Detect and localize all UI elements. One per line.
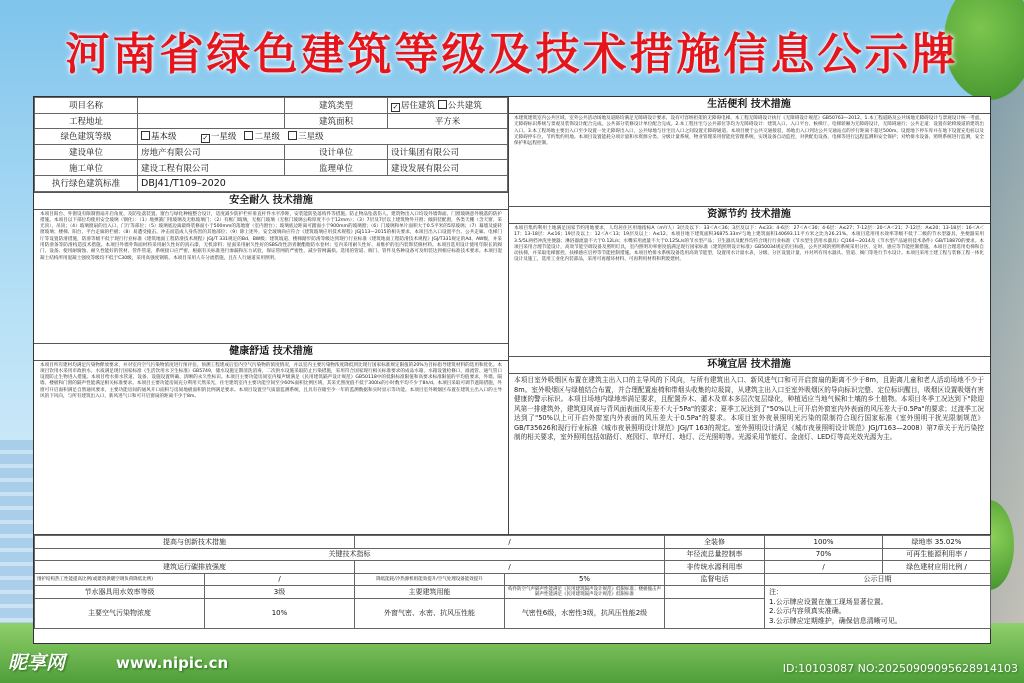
notice-line: 注： — [769, 588, 784, 596]
level-two: 二星级 — [254, 131, 280, 142]
kpi-pair — [883, 536, 991, 549]
kpi-value: / — [355, 536, 665, 549]
background-building — [0, 440, 36, 640]
supervise-label: 监督电话 — [665, 573, 765, 586]
health-heading: 健康舒适 技术措施 — [34, 343, 508, 361]
kpi-value: / — [205, 573, 355, 586]
environment-text: 本项目室外吸烟区布置在建筑主出入口的主导风的下风向，与所有建筑出入口、新风进气口和可开启窗扇的距离不少于8m，且距离儿童和老人活动场地不少于8m。室外吸烟区与绿植结合布置，并合理配置座椅和带烟头收集的垃圾筒，从建筑主出入口至室外吸烟区的导向标识完整、定位标识醒目，吸烟区设置吸烟有害健康的警示标识。本项目场地内绿地率满足要求，且配置乔木、灌木及草本多层次复层绿化，种植适应当地气候和土壤的乡土植物。本项目冬季工况达到下"除迎风第一排建筑外，建筑迎风面与背风面表面风压差不大于5Pa"的要求；夏季工况达到了"50%以上可开启外窗室内外表面的风压差大于0.5Pa"的要求；过渡季工况达到了"50%以上可开启外窗室内外表面的风压差大于0.5Pa"的要求。本项目室外夜景照明光污染的限制符合现行国家标准《室外照明干扰光限制规范》GB/T35626和现行行业标准《城市夜景照明设计规范》JGJ/T 163的规定。室外照明设计满足《城市夜景照明设计规范》JGJ/T163—2008）第7章关于光污染控制的相关要求，室外照明包括如路灯、庭园灯、草坪灯、地灯、泛光照明等。光源采用节能灯、金卤灯、LED灯等高光效光源为主。 — [514, 376, 984, 441]
resource-text: 本项目集约利用土地满足国家节约用地要求，人均居住区用地指标A（m²/人）3层及以下：33＜A＜36；3层及以下：A≤33；4-6层：27＜A＜30；4-6层：A≤27；7-12层：20＜A＜21；7-12层：A≤20；13-18层：16＜A＜17；13-18层：A≤16；19层及以上：12＜A＜13；19层及以上：A≤12。本项目地下建筑面积36875.33m²与地上建筑面积140693.11平方米之比为26.21%。本项目选用用水效率等级不低于二级的节水型器具，坐便器采用3.5/5L两档冲洗坐便器；淋浴器流量不大于0.12L/s；水嘴采用流量不大于0.125L/s的节水型产品；卫生器具及配件均符合现行行业标准《节水型生活用水器具》CJ164—2014及《节水型产品通用技术条件》GB/T18870的要求。本项目采用合理节能设计，高效节能空调设备及照明灯具，室内照明功率密度值满足现行国家标准《建筑照明设计标准》GB50034规定的目标值，公共区域的照明系统采用分区、定时、感应等节能控制措施。本项目合理选用电梯和自动扶梯，并采取电梯群控、扶梯感应启停等节能控制措施。本项目给排水系统设备选用高效节能型，设置用水计量水表，分级、分区设置计量，并对所有用水器具、管道、阀门等进行节水设计。本项目采用土建工程与装修工程一体化设计及施工，选用工业化内装部品，采用可再循环材料、可再利用材料和利废建材。 — [514, 226, 984, 263]
notice-line: 3.公示牌应定期维护，确保信息清晰可见。 — [769, 616, 902, 625]
kpi-value: 35.02% — [932, 537, 962, 546]
kpi-label: 外窗气密、水密、抗风压性能 — [355, 598, 505, 628]
supervisor-value: 建设发展有限公司 — [388, 160, 508, 176]
notice-box — [765, 586, 991, 629]
kpi-row — [35, 561, 991, 574]
left-column — [34, 97, 509, 534]
kpi-label: 绿色建材应用比例 / — [883, 561, 991, 574]
notice-label: 公示日期 — [765, 573, 991, 586]
kpi-value: / — [962, 550, 967, 559]
kpi-section — [34, 534, 990, 646]
kpi-value: / — [765, 561, 883, 574]
checkbox-icon — [288, 131, 297, 140]
checked-box-icon: ✓ — [202, 133, 209, 142]
kpi-value: 100% — [765, 536, 883, 549]
kpi-value: 构件防空气声隔声性能满足《民用建筑隔声设计规范》低限标准；楼板撞击声隔声性能满足《民用建筑隔声设计规范》低限标准 — [505, 586, 665, 599]
checkbox-icon — [141, 131, 150, 140]
building-area-label: 建筑面积 — [285, 113, 388, 129]
kpi-value: 70% — [765, 548, 883, 561]
level-three: 三星级 — [298, 131, 324, 142]
kpi-value: 10% — [205, 598, 355, 628]
kpi-value: 3级 — [205, 586, 355, 599]
kpi-row — [35, 536, 991, 549]
project-name-label: 项目名称 — [35, 98, 138, 114]
kpi-label: 可再生能源利用率 / — [883, 548, 991, 561]
notice-line: 1.公示牌应设置在施工现场显著位置。 — [769, 597, 888, 606]
notice-board — [33, 96, 991, 644]
kpi-value: 5% — [505, 573, 665, 586]
kpi-row — [35, 586, 991, 599]
kpi-label: 围护结构热工性能提高比例(或建筑供暖空调负荷降低比例) — [35, 573, 205, 586]
developer-value: 房地产有限公司 — [138, 144, 285, 160]
life-text: 本建筑建筑室内公共区域、室外公共活动场地及道路均满足无障碍设计要求，设有可容纳担架的无障碍电梯。本工程无障碍设计执行《无障碍设计规范》GB50763—2012。1.本工程道路及公共场地无障碍设计与景观设计统一考虑，无障碍标识系统与景观及装饰设计配合完成。公共部分装修设计单位配合完成。2.本工程住宅与公共部位等均为无障碍设计：建筑入口、入口平台、候梯厅、电梯轿厢为无障碍设计，无障碍通行；公共走道：设置有轮椅坡道的建筑出入口。3.本工程场地主要出入口至少设置一处无障碍出入口，公共绿地与住宅出入口之间设置无障碍通道。本项目便于公共交通接驳，场地出入口到达公共交通站点的步行距离不超过500m。设置地下停车库并在地下设置充电桩以及无障碍停车位，节约集约用地。本项目设置能耗分项计量和水资源分类、分级计量系统，物业管理采用智能化管理系统，实现设备自动监控，对供配电设备、电梯等进行远程监测和安全保护；对给排水设备、照明系统进行监测，安全保护和远程控制。 — [514, 116, 984, 147]
kpi-label: 降低能耗/冷热源机组能效提升/空气处理设备能效提升 — [355, 573, 505, 586]
kpi-label: 绿地率 — [911, 537, 933, 546]
kpi-label: 关键技术指标 — [35, 548, 665, 561]
level-basic: 基本级 — [151, 131, 177, 142]
resource-heading: 资源节约 技术措施 — [508, 206, 990, 224]
supervise-phone — [665, 586, 765, 599]
environment-heading: 环境宜居 技术措施 — [508, 356, 990, 374]
life-heading: 生活便利 技术措施 — [508, 97, 990, 114]
checkbox-icon — [244, 131, 253, 140]
building-type-options — [388, 98, 508, 114]
project-address-label: 工程地址 — [35, 113, 138, 129]
kpi-value: / — [355, 561, 665, 574]
kpi-label: 提高与创新技术措施 — [35, 536, 355, 549]
kpi-label: 非传统水源利用率 — [665, 561, 765, 574]
building-type-label: 建筑类型 — [285, 98, 388, 114]
green-level-label: 绿色建筑等级 — [35, 129, 138, 145]
kpi-label: 年径流总量控制率 — [665, 548, 765, 561]
constructor-label: 施工单位 — [35, 160, 138, 176]
building-type-residential: 居住建筑 — [401, 100, 436, 111]
supervisor-label: 监理单位 — [285, 160, 388, 176]
kpi-label: 节水器具用水效率等级 — [35, 586, 205, 599]
right-column — [508, 97, 990, 534]
designer-value: 设计集团有限公司 — [388, 144, 508, 160]
kpi-label: 主要空气污染物浓度 — [35, 598, 205, 628]
kpi-value: 气密性6级，水密性3级，抗风压性能2级 — [505, 598, 665, 628]
watermark-logo: 昵享网 — [8, 652, 66, 674]
page-title: 河南省绿色建筑等级及技术措施信息公示牌 — [65, 29, 959, 80]
standard-value: DBJ41/T109–2020 — [138, 175, 508, 191]
supervise-phone-2 — [665, 598, 765, 628]
building-area-unit: 平方米 — [388, 113, 508, 129]
standard-label: 执行绿色建筑标准 — [35, 175, 138, 191]
kpi-value: / — [962, 562, 967, 571]
kpi-table — [34, 535, 991, 629]
kpi-label: 建筑运行碳排放强度 — [35, 561, 355, 574]
kpi-label: 全装修 — [665, 536, 765, 549]
notice-line: 2.公示内容须真实准确。 — [769, 607, 846, 615]
developer-label: 建设单位 — [35, 144, 138, 160]
project-address-value — [138, 113, 285, 129]
safety-heading: 安全耐久 技术措施 — [34, 192, 508, 210]
watermark-url: www.nipic.cn — [116, 654, 229, 672]
checked-box-icon: ✓ — [392, 102, 399, 111]
project-name-value — [138, 98, 285, 114]
project-info-table — [34, 97, 508, 192]
green-level-options — [138, 129, 508, 145]
safety-text: 本项目阳台、外窗设有限制窗扇开启角度、及防坠落装置、窗台与绿化种植整合设计，适度减少防护栏杆垂直杆件水平净距，安装能防坠落构件等措施。防止物品坠落伤人。建筑物出入口均设外墙饰面、门窗玻璃意外脱落的防护措施。本项目以下部位均使用安全玻璃（钢化）：（1）地弹簧门用玻璃及无框玻璃门；（2）有框门玻璃，无框门玻璃（无框门玻璃公称厚度不小于12mm）；（3）7层及7层以上建筑物外开窗；倾斜装配窗，各类天棚（含天窗、采光顶），吊顶；（4）玻璃窗扇的出入口、门厅等部位；（5）玻璃底边离最终装修面小于500mm的落地窗（室内窗台）；玻璃底边距离可踏面小于900mm的玻璃窗；（6）门玻璃和单片面积大于0.5平米的5厚玻璃；（7）幕墙及旋转窗玻璃；楼梯、阳台、平台走廊的栏板；（8）易遭受撞击、冲击而造成人身伤害的其他部位；（9）除上述外，安全玻璃尚应符合《建筑玻璃应用技术规程》JGJ113—2015的相关要求。本项目出入口设置平台、公共走廊、电梯门厅等设置防滑措施，防滑等级不低于现行行业标准《建筑地面工程防滑技术规程》JGJ/T 331规定的Bd、BW级；建筑坡道、楼梯踏步防滑等级达到现行行业标准《建筑地面工程防滑技术规程》JGJ/T331规定的Ad、AW级，并采用防滑条等防滑构造技术措施。本项目外墙外饰面材料采用耐久性好的真石漆，无机涂料；屋面采用耐久性好的SBS改性沥青聚酯胎防水卷材；室内采用耐久性好、易维护的室内装饰装修材料。本项目选用设计使用年限长的阀门、设备、使用耐腐蚀、耐久性能好的管材、管件管道，系统接口应严密，根据有关标准进行渗漏和压力试验，保证管网的严密性，减少管网漏损。选用的管道、阀门、管件及各种设备可及组装达到相应标准技术要求。本项目混凝土结构所用混凝土强度等级均不低于C30级，采用高强度钢筋。本项目采用人车分流措施，且在人行通道采用照明。 — [40, 211, 502, 261]
level-one: 一星级 — [210, 131, 237, 142]
building-type-public: 公共建筑 — [447, 100, 482, 111]
kpi-row — [35, 548, 991, 561]
checkbox-icon — [438, 100, 447, 109]
health-text: 本项目所有建材均满足污染物释放要求，并对室内空气污染物浓度进行预评估，预测工程建成后室内空气污染物的浓度情况，并以室内主要污染物浓度降低到比现行国家标准规定限值的20%为目标指导建筑材料的选用和优化。本项目饮用水采用市政供水，水质满足现行国家标准《生活饮用水卫生标准》GB5749，储水设施定期清洗消毒，二次供水设施采取防止污染措施，采用符合国家现行相关标准要求的成品水箱，水箱设置检修口，溢流管、通气管口设置防止生物进入措施。本项目给水排水管道、设备、设施设置明确、清晰的永久性标识。本项目主要功能房间室内噪声级满足《民用建筑隔声设计规范》GB50118中的低限标准限值和高要求标准限值的平均值要求，外墙、隔墙、楼板和门窗的隔声性能满足相关标准要求。本项目主要功能房间充分利用天然采光，住宅建筑室内主要功能空间至少60%面积比例区域，其采光照度值不低于300lx的小时数平均不少于8h/d。本项目采取可调节遮阳措施，外窗可开启面积满足自然通风要求，主要功能房间的通风开口面积与房间地板面积的比例满足要求。本项目设置空气质量监测系统，且具有存储至少一年的监测数据和实时显示等功能。本项目室外吸烟区布置在建筑主出入口的主导风的下风向，与所有建筑出入口、新风进气口和可开启窗扇的距离不少于8m。 — [40, 362, 502, 400]
constructor-value: 建设工程有限公司 — [138, 160, 285, 176]
kpi-label: 主要建筑用能 — [355, 586, 505, 599]
designer-label: 设计单位 — [285, 144, 388, 160]
watermark-id: ID:10103087 NO:20250909095628914103 — [782, 662, 1018, 675]
kpi-row — [35, 573, 991, 586]
